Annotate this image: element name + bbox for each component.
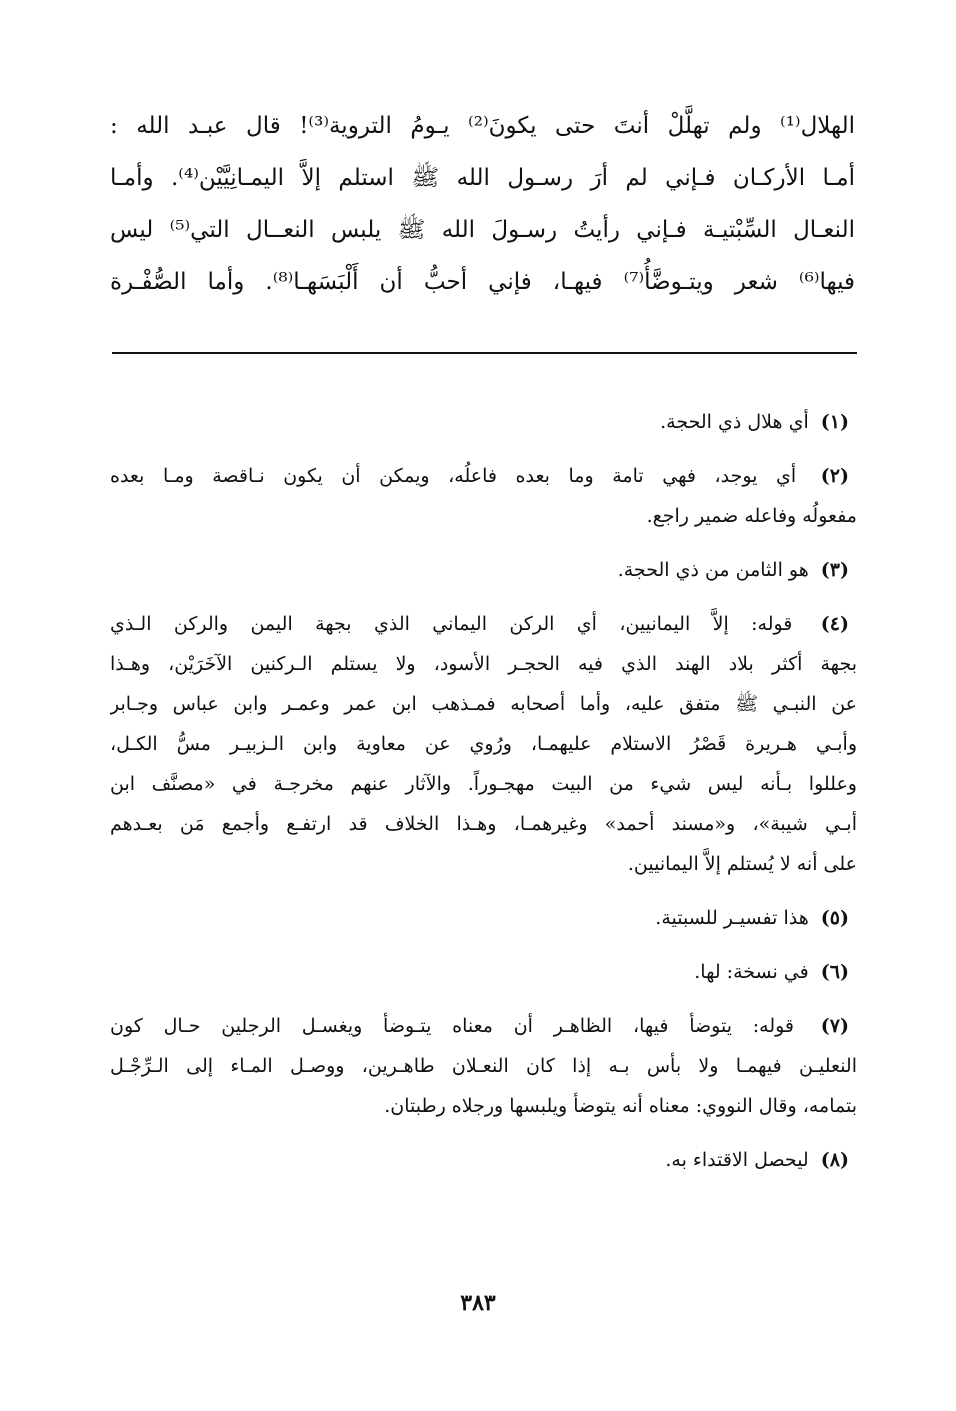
main-text-line: الهلال⁽¹⁾ ولم تهلَّلْ أنتَ حتى يكونَ⁽²⁾ يـومُ التروية⁽³⁾! قال عبـد الله :: [110, 113, 855, 139]
footnote-7: [110, 1006, 857, 1126]
footnote-text: هو الثامن من ذي الحجة.: [617, 559, 809, 581]
footnotes-section: [110, 402, 857, 1194]
footnote-text: في نسخة: لها.: [694, 961, 809, 983]
footnote-8: [110, 1140, 857, 1180]
footnote-2: [110, 456, 857, 536]
page-number: ٣٨٣: [460, 1290, 496, 1316]
footnote-text: قوله: إلاَّ اليمانيين، أي الركن اليماني الذي بجهة اليمن والركن الـذي: [110, 613, 793, 635]
footnote-1: [110, 402, 857, 442]
main-text-block: [110, 100, 855, 308]
footnote-number: (٦): [820, 961, 849, 983]
main-text-line: أمـا الأركـان فـإني لم أرَ رسـول الله ﷺ استلم إلاَّ اليمـانِيَّيْن⁽⁴⁾. وأمـا: [110, 165, 855, 191]
footnote-5: [110, 898, 857, 938]
footnote-number: (٤): [820, 613, 849, 635]
footnote-6: [110, 952, 857, 992]
footnote-text: بتمامه، وقال النووي: معناه أنه يتوضأ ويلبسها ورجلاه رطبتان.: [384, 1095, 857, 1117]
footnote-text: أبـي شيبة»، و«مسند أحمد» وغيرهمـا، وهـذا الخلاف قد ارتفـع وأجمع مَن بعـدهم: [110, 813, 857, 835]
footnote-text: هذا تفسيـر للسبتية.: [655, 907, 809, 929]
footnote-text: بجهة أكثر بلاد الهند الذي فيه الحجـر الأسود، ولا يستلم الـركنين الآخَرَيْن، وهـذا: [110, 653, 857, 675]
footnote-3: [110, 550, 857, 590]
footnote-text: ليحصل الاقتداء به.: [665, 1149, 809, 1171]
main-text-line: فيها⁽⁶⁾ شعر ويتـوضَّأُ⁽⁷⁾ فيهـا، فإني أحبُّ أن أَلْبَسَهـا⁽⁸⁾. وأما الصُّفْـرة: [110, 269, 855, 295]
footnote-text: على أنه لا يُستلم إلاَّ اليمانيين.: [627, 853, 857, 875]
footnote-4: [110, 604, 857, 884]
footnote-number: (٧): [820, 1015, 849, 1037]
footnote-text: وعللوا بـأنه ليس شيء من البيت مهجـوراً. والآثار عنهم مخرجـة في «مصنَّف ابن: [110, 773, 857, 795]
main-text-line: النعـال السِّبْتيـة فـإني رأيتُ رسـولَ الله ﷺ يلبس النعــال التي⁽⁵⁾ ليس: [110, 217, 855, 243]
footnote-number: (٣): [820, 559, 849, 581]
footnote-text: عن النبـي ﷺ متفق عليه، وأما أصحابه فمـذهب ابن عمر وعمـر وابن عباس وجـابر: [110, 693, 857, 715]
footnote-text: وأبـي هـريرة قَصْرُ الاستلام عليهمـا، ورُوي عن معاوية وابن الـزبيـر مسُّ الكـل،: [110, 733, 857, 755]
footnote-text: النعليـن فيهمـا ولا بأس بـه إذا كان النعـلان طاهـرين، ووصـل المـاء إلى الـرِّجْـل: [110, 1055, 857, 1077]
footnote-text: مفعولُه وفاعله ضمير راجع.: [646, 505, 857, 527]
footnote-text: أي هلال ذي الحجة.: [660, 411, 809, 433]
footnote-number: (٥): [820, 907, 849, 929]
footnote-number: (١): [820, 411, 849, 433]
footnote-text: قوله: يتوضأ فيها، الظاهـر أن معناه يتـوضأ ويغسـل الرجلين حـال كون: [110, 1015, 795, 1037]
footnote-number: (٨): [820, 1149, 849, 1171]
footnote-text: أي يوجد، فهي تامة وما بعده فاعلُه، ويمكن أن يكون نـاقصة ومـا بعده: [110, 465, 797, 487]
footnote-separator-rule: [112, 352, 857, 354]
footnote-number: (٢): [820, 465, 850, 487]
